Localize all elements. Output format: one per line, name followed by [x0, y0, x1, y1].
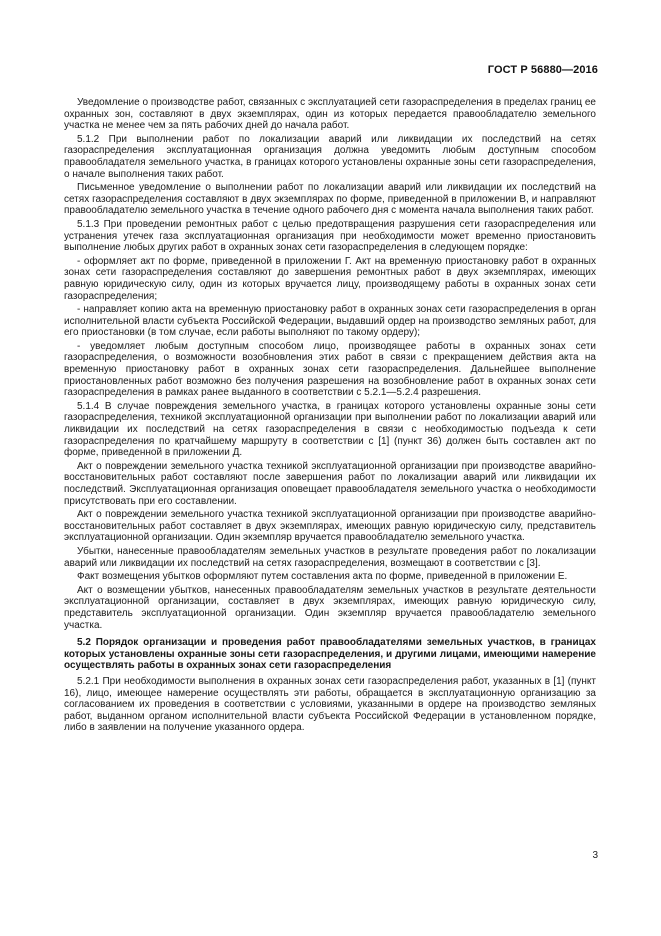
paragraph: Акт о повреждении земельного участка техникой эксплуатационной организации при производстве аварийно-восстановительных работ составляет в двух экземплярах, имеющих равную юридическую силу, представитель эксплуатационной организации. Один экземпляр вручается правообладателю земельного участка.	[64, 509, 596, 544]
paragraph: Письменное уведомление о выполнении работ по локализации аварий или ликвидации их последствий на сетях газораспределения составляют в двух экземплярах по форме, приведенной в приложении В, и направляют правообладателю земельного участка в течение одного рабочего дня с момента начала выполнения таких работ.	[64, 182, 596, 217]
list-item: - уведомляет любым доступным способом лицо, производящее работы в охранных зонах сети газораспределения, о возможности возобновления этих работ в связи с прекращением действия акта на временную приостановку работ в охранных зонах сети газораспределения. Дальнейшее выполнение приостановленных работ возможно без получения разрешения на возобновление работ в охранных зонах сети газораспределения в рамках ранее выданного в соответствии с 5.2.1—5.2.4 разрешения.	[64, 340, 596, 399]
list-item: - направляет копию акта на временную приостановку работ в охранных зонах сети газораспределения в орган исполнительной власти субъекта Российской Федерации, выдавший ордер на производство земляных работ, для его приостановки (в том случае, если работы выполняют по такому ордеру);	[64, 304, 596, 339]
paragraph: 5.1.3 При проведении ремонтных работ с целью предотвращения разрушения сети газораспределения или устранения утечек газа эксплуатационная организация при необходимости может временно приостановить выполнение любых других работ в охранных зонах сети газораспределения в следующем порядке:	[64, 218, 596, 254]
paragraph: Акт о повреждении земельного участка техникой эксплуатационной организации при производстве аварийно-восстановительных работ составляют после завершения работ по локализации аварий или ликвидации их последствий. Эксплуатационная организация оповещает правообладателя земельного участка о необходимости присутствовать при его составлении.	[64, 460, 596, 507]
document-body	[64, 97, 596, 736]
paragraph: 5.2.1 При необходимости выполнения в охранных зонах сети газораспределения работ, указанных в [1] (пункт 16), лицо, имеющее намерение осуществлять эти работы, обращается в эксплуатационную организацию за согласованием их проведения в соответствии с условиями, указанными в ордере на производство земляных работ, выданном органом исполнительной власти субъекта Российской Федерации в установленном порядке, либо в заявлении на получение указанного ордера.	[64, 675, 596, 734]
paragraph: Уведомление о производстве работ, связанных с эксплуатацией сети газораспределения в пределах границ ее охранных зон, составляют в двух экземплярах, один из которых передается правообладателю земельного участка не менее чем за пять рабочих дней до начала работ.	[64, 97, 596, 132]
document-header: ГОСТ Р 56880—2016	[487, 64, 598, 76]
paragraph: Факт возмещения убытков оформляют путем составления акта по форме, приведенной в приложении Е.	[77, 571, 568, 583]
paragraph: Убытки, нанесенные правообладателям земельных участков в результате проведения работ по локализации аварий или ликвидации их последствий на сетях газораспределения, возмещают в соответствии с [3].	[64, 545, 596, 569]
section-heading: 5.2 Порядок организации и проведения работ правообладателями земельных участков, в границах которых установлены охранные зоны сети газораспределения, и другими лицами, имеющими намерение осуществлять работы в охранных зонах сети газораспределения	[64, 637, 596, 672]
list-item: - оформляет акт по форме, приведенной в приложении Г. Акт на временную приостановку работ в охранных зонах сети газораспределения составляют до завершения ремонтных работ в двух экземплярах, имеющих равную юридическую силу, один из которых вручается лицу, производящему работы в охранных зонах сети газораспределения;	[64, 255, 596, 302]
paragraph: Акт о возмещении убытков, нанесенных правообладателям земельных участков в результате деятельности эксплуатационной организации, составляет в двух экземплярах, имеющих равную юридическую силу, представитель эксплуатационной организации. Один экземпляр вручается правообладателю земельного участка.	[64, 584, 596, 631]
paragraph: 5.1.4 В случае повреждения земельного участка, в границах которого установлены охранные зоны сети газораспределения, техникой эксплуатационной организации при выполнении работ по локализации аварий или ликвидации их последствий на сетях газораспределения в связи с необходимостью подъезда к сети газораспределения по кратчайшему маршруту в соответствии с [1] (пункт 36) должен быть составлен акт по форме, приведенной в приложении Д.	[64, 400, 596, 459]
page-number: 3	[592, 850, 598, 861]
paragraph: 5.1.2 При выполнении работ по локализации аварий или ликвидации их последствий на сетях газораспределения эксплуатационная организация должна уведомить любым доступным способом правообладателя земельного участка, в границах которого установлены охранные зоны сети газораспределения, о начале выполнения таких работ.	[64, 133, 596, 180]
